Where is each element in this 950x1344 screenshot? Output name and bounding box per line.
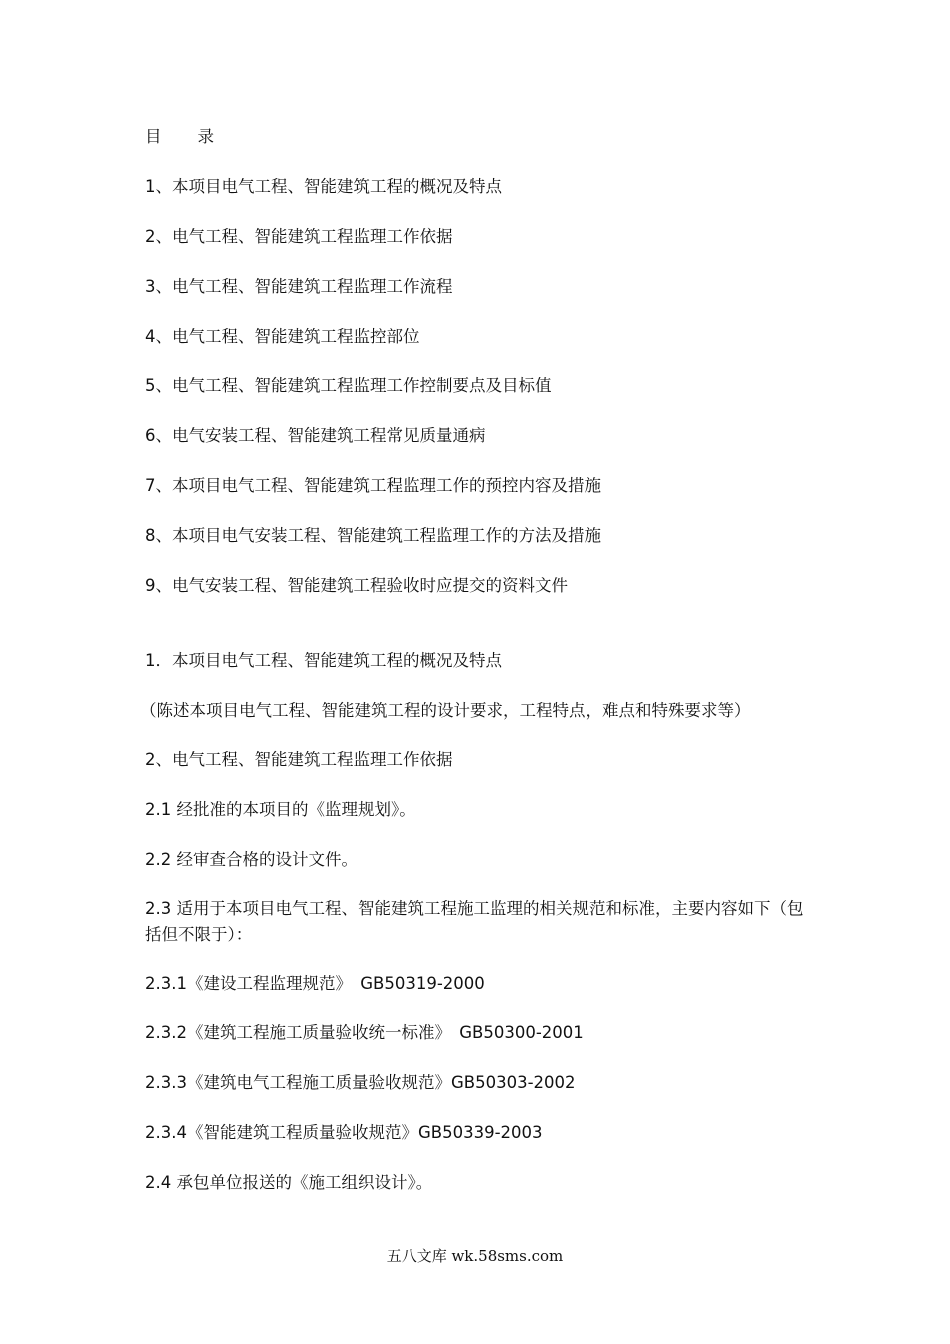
section-2-heading: 2、电气工程、智能建筑工程监理工作依据 bbox=[145, 750, 453, 769]
page-footer: 五八文库 wk.58sms.com bbox=[386, 1247, 564, 1265]
toc-item: 8、本项目电气安装工程、智能建筑工程监理工作的方法及措施 bbox=[145, 526, 601, 545]
toc-title-left: 目 bbox=[145, 127, 162, 146]
toc-item: 9、电气安装工程、智能建筑工程验收时应提交的资料文件 bbox=[145, 576, 568, 595]
toc-item: 1、本项目电气工程、智能建筑工程的概况及特点 bbox=[145, 177, 502, 196]
toc-title-right: 录 bbox=[197, 127, 214, 146]
toc-item: 6、电气安装工程、智能建筑工程常见质量通病 bbox=[145, 426, 486, 445]
paragraph-2-2: 2.2 经审查合格的设计文件。 bbox=[145, 850, 358, 869]
toc-item: 2、电气工程、智能建筑工程监理工作依据 bbox=[145, 227, 453, 246]
toc-item: 7、本项目电气工程、智能建筑工程监理工作的预控内容及措施 bbox=[145, 476, 601, 495]
paragraph-2-3-1: 2.3.1《建设工程监理规范》 GB50319-2000 bbox=[145, 974, 485, 993]
paragraph-2-3-2: 2.3.2《建筑工程施工质量验收统一标准》 GB50300-2001 bbox=[145, 1023, 584, 1042]
toc-item: 4、电气工程、智能建筑工程监控部位 bbox=[145, 327, 420, 346]
section-1-heading: 1．本项目电气工程、智能建筑工程的概况及特点 bbox=[145, 651, 502, 670]
paragraph-2-3-3: 2.3.3《建筑电气工程施工质量验收规范》GB50303-2002 bbox=[145, 1073, 576, 1092]
paragraph-2-3-4: 2.3.4《智能建筑工程质量验收规范》GB50339-2003 bbox=[145, 1123, 543, 1142]
paragraph-2-1: 2.1 经批准的本项目的《监理规划》。 bbox=[145, 800, 416, 819]
toc-title bbox=[145, 125, 815, 149]
toc-item: 3、电气工程、智能建筑工程监理工作流程 bbox=[145, 277, 453, 296]
toc-item: 5、电气工程、智能建筑工程监理工作控制要点及目标值 bbox=[145, 376, 552, 395]
section-1-note: （陈述本项目电气工程、智能建筑工程的设计要求，工程特点，难点和特殊要求等） bbox=[140, 701, 751, 720]
paragraph-2-3: 2.3 适用于本项目电气工程、智能建筑工程施工监理的相关规范和标准，主要内容如下（包括但不限于）： bbox=[145, 899, 804, 944]
paragraph-2-4: 2.4 承包单位报送的《施工组织设计》。 bbox=[145, 1173, 433, 1192]
